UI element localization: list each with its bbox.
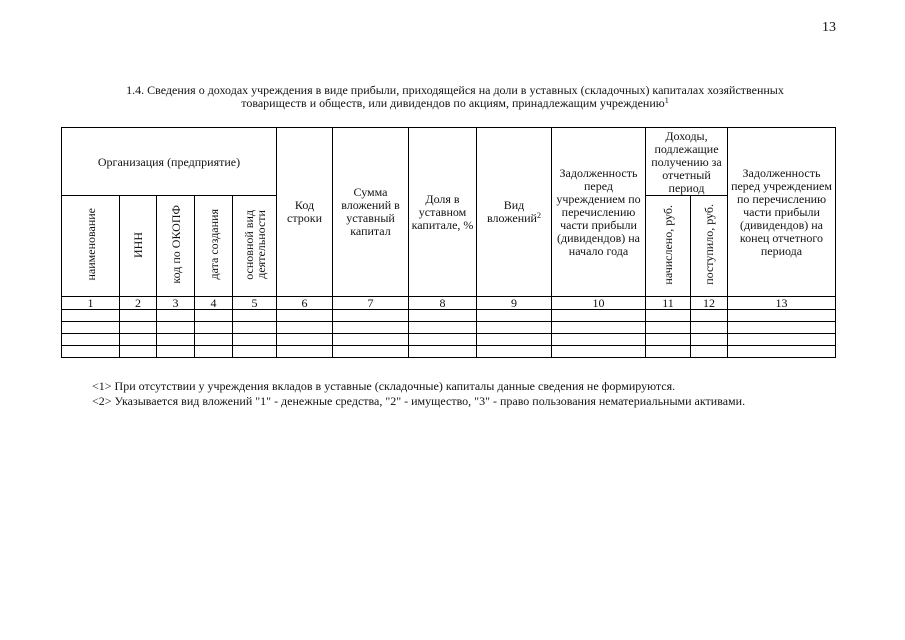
table-cell[interactable] xyxy=(233,346,277,358)
table-row xyxy=(62,322,836,334)
table-cell[interactable] xyxy=(277,334,333,346)
share-header: Доля в уставном капитале, % xyxy=(409,128,477,297)
table-cell[interactable] xyxy=(157,346,195,358)
col-number: 9 xyxy=(477,297,552,310)
org-inn-header-text: ИНН xyxy=(131,231,145,258)
org-name-header-text: наименование xyxy=(83,208,98,281)
table-cell[interactable] xyxy=(233,310,277,322)
table-cell[interactable] xyxy=(552,346,646,358)
income-table xyxy=(61,127,836,358)
table-row xyxy=(62,346,836,358)
org-activity-header xyxy=(233,196,277,297)
column-numbers-row xyxy=(62,297,836,310)
org-group-header: Организация (предприятие) xyxy=(62,128,277,196)
footnote-mark-2: 2 xyxy=(536,211,541,220)
table-cell[interactable] xyxy=(409,310,477,322)
table-row xyxy=(62,334,836,346)
table-cell[interactable] xyxy=(62,334,120,346)
table-cell[interactable] xyxy=(195,346,233,358)
footnotes xyxy=(92,379,745,409)
section-title xyxy=(60,84,850,110)
col-number: 5 xyxy=(233,297,277,310)
col-number: 2 xyxy=(120,297,157,310)
table-cell[interactable] xyxy=(62,322,120,334)
col-number: 13 xyxy=(728,297,836,310)
received-header-text: поступило, руб. xyxy=(702,204,716,285)
org-activity-header-text xyxy=(243,210,267,280)
table-cell[interactable] xyxy=(728,334,836,346)
table-cell[interactable] xyxy=(120,322,157,334)
table-cell[interactable] xyxy=(277,310,333,322)
col-number: 7 xyxy=(333,297,409,310)
table-cell[interactable] xyxy=(333,310,409,322)
table-cell[interactable] xyxy=(552,334,646,346)
table-cell[interactable] xyxy=(728,310,836,322)
org-activity-header-line-2: деятельности xyxy=(253,210,268,279)
debt-end-header: Задолженность перед учреждением по перечислению части прибыли (дивидендов) на конец отчетного периода xyxy=(728,128,836,297)
col-number: 11 xyxy=(646,297,691,310)
col-number: 12 xyxy=(691,297,728,310)
table-cell[interactable] xyxy=(277,322,333,334)
accrued-header-text: начислено, руб. xyxy=(661,204,675,285)
table-cell[interactable] xyxy=(477,346,552,358)
investment-sum-header: Сумма вложений в уставный капитал xyxy=(333,128,409,297)
section-title-line-2-text: товариществ и обществ, или дивидендов по акциям, принадлежащим учреждению xyxy=(241,96,665,110)
table-cell[interactable] xyxy=(62,310,120,322)
table-cell[interactable] xyxy=(333,322,409,334)
table-cell[interactable] xyxy=(646,346,691,358)
col-number: 8 xyxy=(409,297,477,310)
table-cell[interactable] xyxy=(157,322,195,334)
header-row-1 xyxy=(62,128,836,196)
col-number: 6 xyxy=(277,297,333,310)
footnote-mark-1: 1 xyxy=(664,96,669,105)
table-cell[interactable] xyxy=(333,346,409,358)
org-date-header xyxy=(195,196,233,297)
col-number: 4 xyxy=(195,297,233,310)
org-date-header-text: дата создания xyxy=(206,209,221,280)
org-activity-header-line-1: основной вид xyxy=(241,209,256,280)
table-cell[interactable] xyxy=(691,346,728,358)
table-cell[interactable] xyxy=(728,322,836,334)
kind-header-text: Вид вложений xyxy=(487,198,537,225)
table-cell[interactable] xyxy=(646,310,691,322)
table-row xyxy=(62,310,836,322)
income-group-header: Доходы, подлежащие получению за отчетный период xyxy=(646,128,728,196)
table-cell[interactable] xyxy=(409,346,477,358)
table-cell[interactable] xyxy=(277,346,333,358)
table-cell[interactable] xyxy=(233,334,277,346)
table-cell[interactable] xyxy=(691,310,728,322)
col-number: 10 xyxy=(552,297,646,310)
table-cell[interactable] xyxy=(233,322,277,334)
debt-start-header: Задолженность перед учреждением по перечислению части прибыли (дивидендов) на начало года xyxy=(552,128,646,297)
table-cell[interactable] xyxy=(691,322,728,334)
org-okopf-header xyxy=(157,196,195,297)
table-cell[interactable] xyxy=(157,334,195,346)
table-cell[interactable] xyxy=(195,334,233,346)
col-number: 3 xyxy=(157,297,195,310)
footnote-1: <1> При отсутствии у учреждения вкладов в уставные (складочные) капиталы данные сведения не формируются. xyxy=(92,379,676,393)
col-number: 1 xyxy=(62,297,120,310)
received-header xyxy=(691,196,728,297)
table-cell[interactable] xyxy=(477,310,552,322)
table-cell[interactable] xyxy=(409,322,477,334)
line-code-header: Код строки xyxy=(277,128,333,297)
section-title-line-1: 1.4. Сведения о доходах учреждения в виде прибыли, приходящейся на доли в уставных (складочных) капиталах хозяйственных xyxy=(126,83,784,97)
table-cell[interactable] xyxy=(646,334,691,346)
table-cell[interactable] xyxy=(409,334,477,346)
table-cell[interactable] xyxy=(195,322,233,334)
footnote-2: <2> Указывается вид вложений "1" - денежные средства, "2" - имущество, "3" - право пользования нематериальными активами. xyxy=(92,394,746,408)
org-okopf-header-text: код по ОКОПФ xyxy=(168,205,183,284)
table-cell[interactable] xyxy=(477,334,552,346)
table-cell[interactable] xyxy=(552,310,646,322)
table-cell[interactable] xyxy=(552,322,646,334)
kind-header xyxy=(477,128,552,297)
table-cell[interactable] xyxy=(157,310,195,322)
table-cell[interactable] xyxy=(120,310,157,322)
accrued-header xyxy=(646,196,691,297)
table-cell[interactable] xyxy=(691,334,728,346)
table-cell[interactable] xyxy=(120,334,157,346)
table-cell[interactable] xyxy=(333,334,409,346)
page-number: 13 xyxy=(822,20,836,35)
org-name-header xyxy=(62,196,120,297)
org-inn-header xyxy=(120,196,157,297)
section-title-line-2 xyxy=(60,97,850,110)
table-cell[interactable] xyxy=(195,310,233,322)
table-cell[interactable] xyxy=(477,322,552,334)
table-cell[interactable] xyxy=(120,346,157,358)
table-cell[interactable] xyxy=(646,322,691,334)
table-cell[interactable] xyxy=(728,346,836,358)
table-cell[interactable] xyxy=(62,346,120,358)
